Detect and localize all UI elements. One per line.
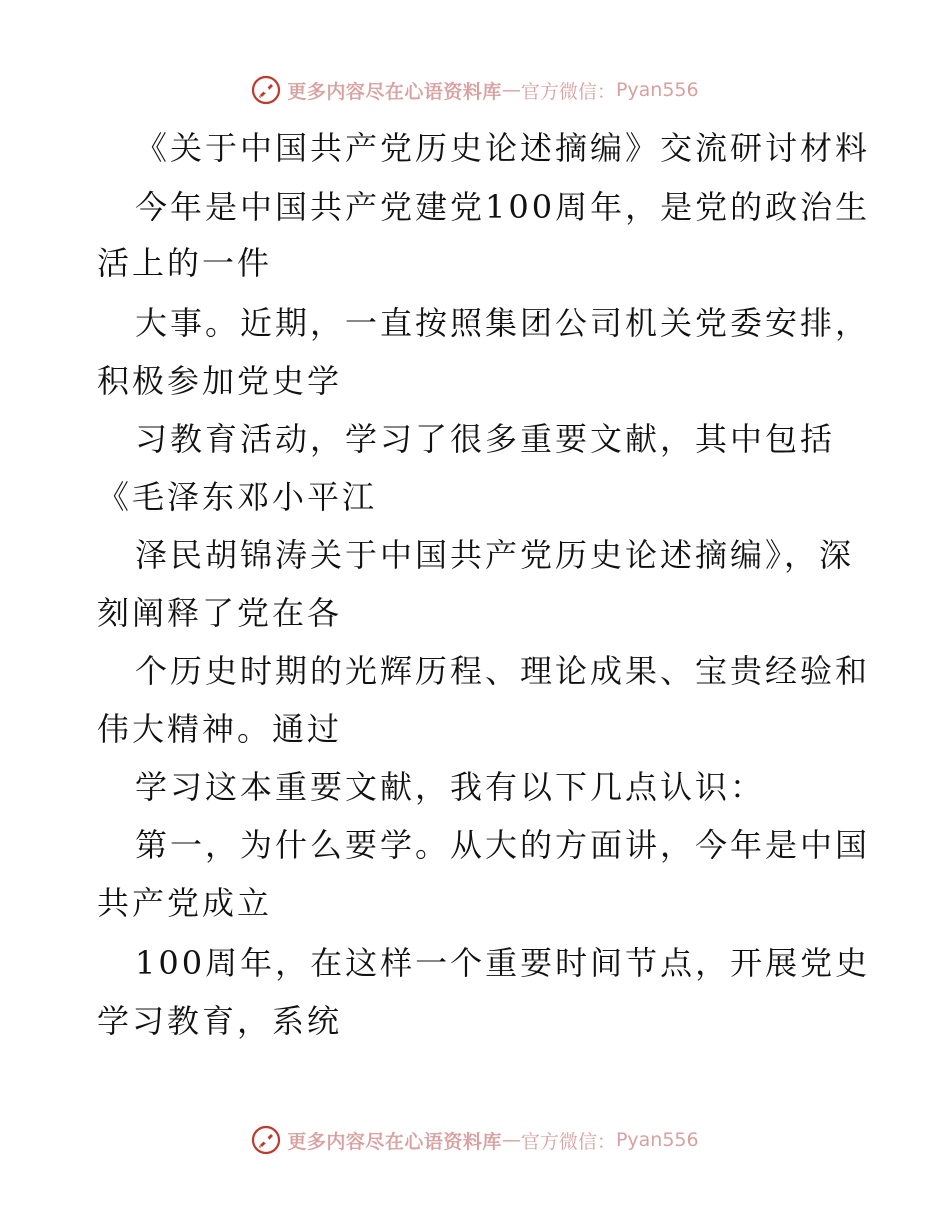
- banner-text: 更多内容尽在心语资料库: [287, 1130, 502, 1153]
- paragraph-line: 个历史时期的光辉历程、理论成果、宝贵经验和: [135, 652, 871, 690]
- banner-dash: —: [501, 79, 521, 101]
- banner-wechat-label: 官方微信：: [520, 80, 616, 103]
- paragraph-line: 第一，为什么要学。从大的方面讲，今年是中国: [135, 826, 871, 864]
- paragraph-line: 活上的一件: [97, 244, 273, 282]
- logo-icon: [251, 1125, 281, 1155]
- banner-dash: —: [501, 1129, 521, 1151]
- paragraph-line: 共产党成立: [97, 884, 273, 922]
- banner-wechat-id: Pyan556: [615, 1129, 699, 1151]
- header-banner: [0, 70, 950, 110]
- banner-wechat-id: Pyan556: [615, 79, 699, 101]
- footer-banner: [0, 1120, 950, 1160]
- document-title: 《关于中国共产党历史论述摘编》交流研讨材料: [135, 129, 871, 167]
- paragraph-line: 习教育活动，学习了很多重要文献，其中包括: [135, 420, 836, 458]
- banner-wechat-label: 官方微信：: [520, 1130, 616, 1153]
- paragraph-line: 学习这本重要文献，我有以下几点认识：: [135, 768, 766, 806]
- paragraph-line: 《毛泽东邓小平江: [97, 478, 378, 516]
- paragraph-line: 学习教育，系统: [97, 1002, 343, 1040]
- paragraph-line: 今年是中国共产党建党100周年，是党的政治生: [135, 188, 871, 226]
- paragraph-line: 泽民胡锦涛关于中国共产党历史论述摘编》，深: [135, 536, 855, 574]
- paragraph-line: 大事。近期，一直按照集团公司机关党委安排，: [135, 304, 871, 342]
- logo-icon: [251, 75, 281, 105]
- paragraph-line: 积极参加党史学: [97, 362, 343, 400]
- paragraph-line: 刻阐释了党在各: [97, 594, 343, 632]
- paragraph-line: 伟大精神。通过: [97, 710, 343, 748]
- banner-text: 更多内容尽在心语资料库: [287, 80, 502, 103]
- paragraph-line: 100周年，在这样一个重要时间节点，开展党史: [135, 944, 871, 982]
